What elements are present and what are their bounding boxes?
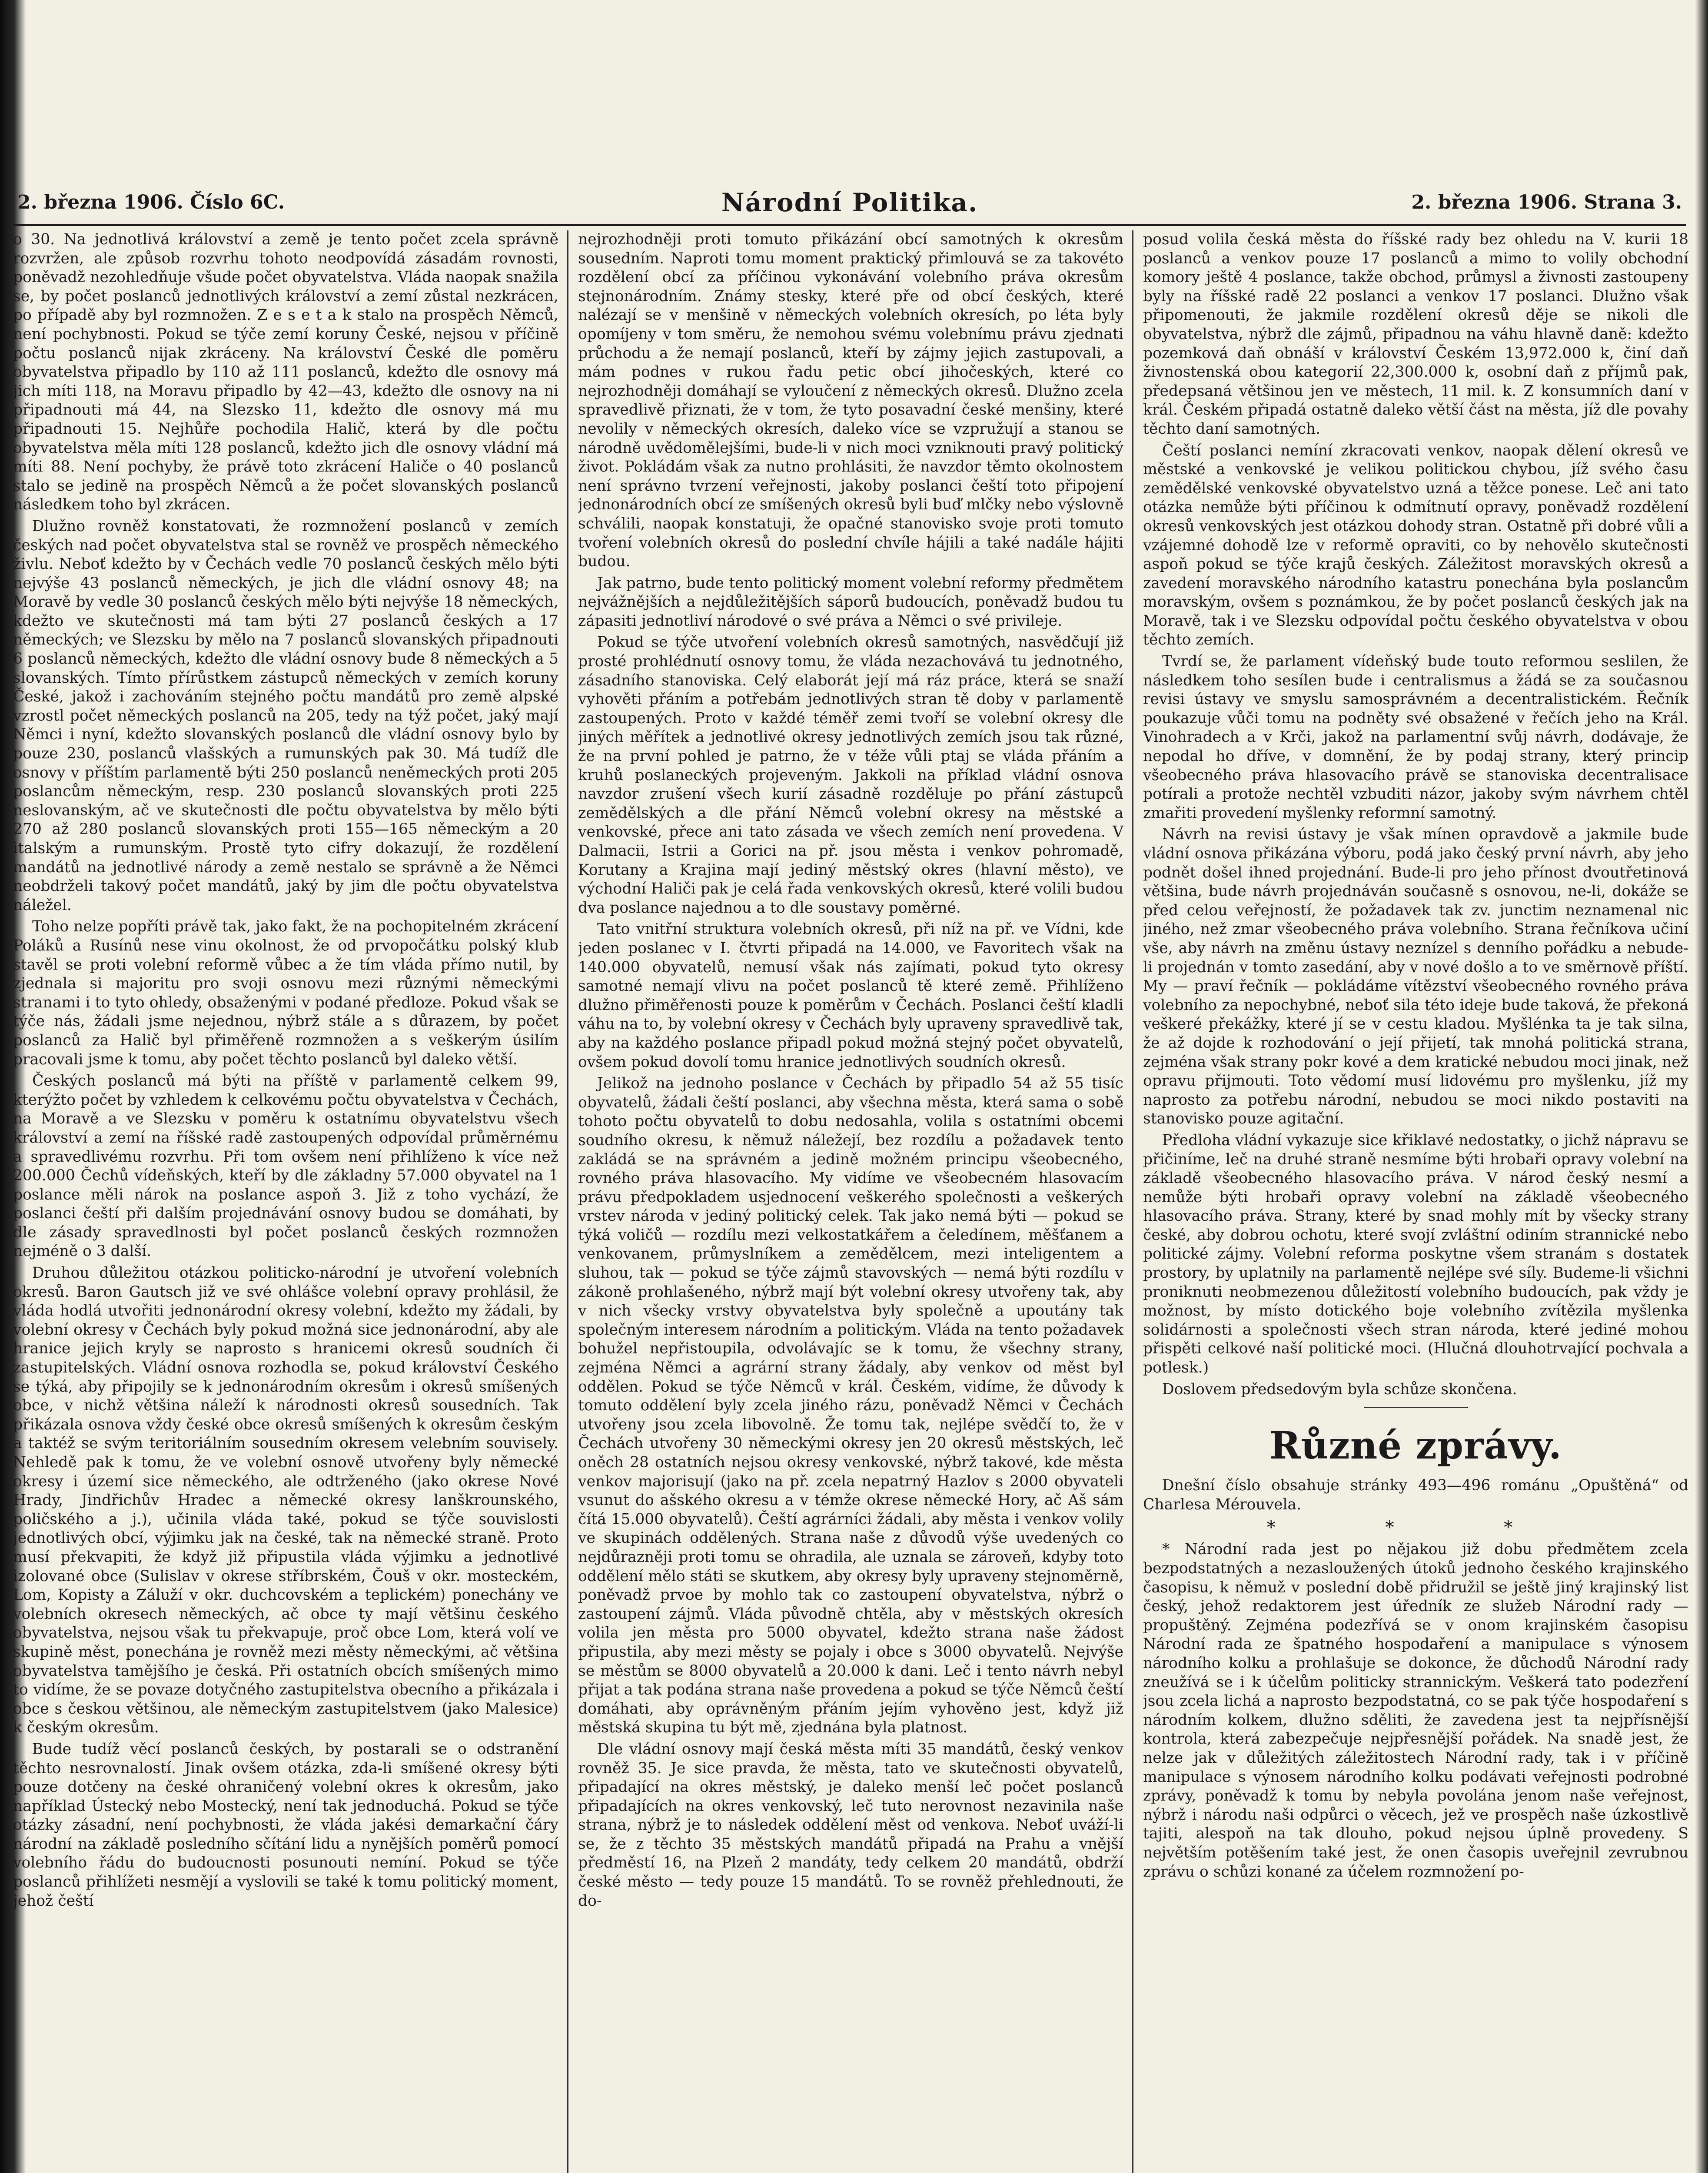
paragraph: Toho nelze popříti právě tak, jako fakt, že na pochopitelném zkrácení Poláků a Rusínů nese vinu okolnost, že od prvopočátku polský klub stavěl se proti volební reformě vůbec a že tím vláda přímo nutil, by zjednala si majoritu pro svoji osnovu mezi různými německými stranami i to tyto ohledy, obsaženými v podané předloze. Pokud však se týče nás, žádali jsme nejednou, nýbrž stále a s důrazem, by počet poslanců za Halič byl přiměřeně rozmnožen a s veškerým úsilím pracovali jsme k tomu, aby počet těchto poslanců byl daleko větší. (13, 918, 558, 1068)
section-separator (1364, 1407, 1468, 1408)
paragraph: Bude tudíž věcí poslanců českých, by postarali se o odstranění těchto nesrovnalostí. Jinak ovšem otázka, zda-li smíšené okresy býti pouze dotčeny na české ohraničený volební okres k okresům, jako například Ústecký nebo Mostecký, není tak jednoduchá. Pokud se týče otázky zásadní, není pochybnosti, že vláda jakési demarkační čáry národní na základě posledního sčítání lidu a nynějších poměrů pomocí volebního řádu do budoucnosti posunouti nemíní. Pokud se týče poslanců přihlížeti nesmějí a vyslovili se také k tomu politický moment, jehož čeští (13, 1740, 558, 1910)
stars-divider: * * * (1266, 1518, 1565, 1538)
paragraph: Jelikož na jednoho poslance v Čechách by připadlo 54 až 55 tisíc obyvatelů, žádali čeští poslanci, aby všechna města, která sama o sobě tohoto počtu obyvatelů to dobu nedosahla, volila s ostatními obcemi soudního okresu, k němuž náležejí, bez rozdílu a požadavek tento zakládá se na správném a jedině možném principu všeobecného, rovného práva hlasovacího. My vidíme ve všeobecném hlasovacím právu předpokladem usjednocení veškerého společnosti a veškerých vrstev národa v jediný politický celek. Tak jako nemá býti — pokud se týká voličů — rozdílu mezi velkostatkářem a čeledínem, měšťanem a venkovanem, průmyslníkem a zemědělcem, mezi inteligentem a sluhou, tak — pokud se týče zájmů stavovských — nemá býti rozdílu v zákoně prohlašeného, nýbrž mají být volební okresy utvořeny tak, aby v nich všecky vrstvy obyvatelstva byly společně a upoutány tak společným interesem národním a politickým. Vláda na tento požadavek bohužel nepřistoupila, odvolávajíc se k tomu, že všechny strany, zejména Němci a agrární strany žádaly, aby venkov od měst byl oddělen. Pokud se týče Němců v král. Českém, vidíme, že důvody k tomuto oddělení byly zcela jiného rázu, poněvadž Němci v Čechách utvořeny jsou zcela libovolně. Že tomu tak, nejlépe svědčí to, že v Čechách utvořeny 30 německými okresy jen 20 okresů městských, leč oněch 28 ostatních nejsou okresy venkovské, nýbrž takové, kde města venkov majorisují (jako na př. zcela nepatrný Hazlov s 2000 obyvateli vsunut do ašského okresu a v témže okrese německé Hory, ač Aš sám čítá 15.000 obyvatelů). Čeští agrárníci žádali, aby města i venkov volily ve skupinách oddělených. Strana naše z důvodů výše uvedených co nejdůrazněji proti tomu se ohradila, ale uznala se zároveň, kdyby toto oddělení mělo státi se skutkem, aby okresy byly upraveny stejnoměrně, poněvadž prvoe by mohlo tak co zastoupení obyvatelstva, nýbrž o zastoupení zájmů. Vláda původně chtěla, aby v městských okresích volila jen města pro 5000 obyvatel, kdežto strana naše žádost připustila, aby mezi městy se pojaly i obce s 3000 obyvatelů. Nejvýše se městům se 8000 obyvatelů a 20.000 k dani. Leč i tento návrh nebyl přijat a tak podána strana naše provedena a pokud se týče Němců čeští domáhati, aby oprávněným přáním jejím vyhověno jest, když již městská skupina tu být mě, zjednána byla platnost. (578, 1075, 1123, 1737)
paragraph: Návrh na revisi ústavy je však mínen opravdově a jakmile bude vládní osnova přikázána výboru, podá jako český první návrh, aby jeho podnět došel ihned projednání. Bude-li pro jeho přínost dvoutřetinová většina, bude návrh projednáván současně s osnovou, ne-li, dokáže se před celou veřejností, že požadavek tak zv. junctim neznamenal nic jiného, než zmar všeobecného práva volebního. Strana řečníkova učiní vše, aby návrh na změnu ústavy neznízel s denního pořádku a nebude-li projednán v tomto zasedání, aby v nové došlo a to ve směrnově příští. My — praví řečník — pokládáme vítězství všeobecného rovného práva volebního za nepochybné, neboť sila této ideje bude taková, že překoná veškeré překážky, které jí se v cestu kladou. Myšlénka ta je tak silna, že až dojde k rozhodování o její přijetí, tak mnohá politická strana, zejména však strany pokr kové a dem kratické nebudou moci jinak, než opravu přijmouti. Toto vědomí musí lidovému pro myšlenku, jíž my naprosto za potřebu národní, nebudou se moci nikdo postaviti na stanovisko pouze agitační. (1143, 826, 1688, 1128)
news-item: * Národní rada jest po nějakou již dobu předmětem zcela bezpodstatných a nezasloužených útoků jednoho českého krajinského časopisu, k němuž v poslední době přidružil se ještě jiný krajinský list český, jehož redaktorem jest úředník ze služeb Národní rady — propuštěný. Zejména podezřívá se v onom krajinském časopisu Národní rada ze špatného hospodaření a manipulace s výnosem národního kolku a prohlašuje se dokonce, že důchodů Národní rady zneužívá se i k účelům politicky strannickým. Veškerá tato podezření jsou zcela lichá a naprosto bezpodstatná, co se pak týče hospodaření s národním kolkem, dlužno sděliti, že zavedena jest ta nejpřísnější kontrola, která zabezpečuje nejpřesnější pořádek. Na snadě jest, že nelze jak v důležitých záležitostech Národní rady, tak i v příčině manipulace s výnosem národního kolku podávati veřejnosti podrobné zprávy, poněvadž k tomu by nebyla povolána jenom naše veřejnost, nýbrž i národu naši odpůrci o věcech, jež ve prospěch naše úzkostlivě tajiti, alespoň na tak dlouho, pokud nejsou úplně provedeny. S největším potěšením také jest, že onen časopis uveřejnil zevrubnou zprávu o schůzi konané za účelem rozmnožení po- (1143, 1541, 1688, 1881)
paragraph: Tvrdí se, že parlament vídeňský bude touto reformou seslilen, že následkem toho sesílen bude i centralismus a žádá se za současnou revisi ústavy ve smyslu samosprávném a decentralistickém. Řečník poukazuje vůči tomu na podněty své obsažené v řečích jeho na Král. Vinohradech a v Krči, jakož na parlamentní svůj návrh, dodávaje, že nepodal ho dříve, v domnění, že by podaj strany, který princip všeobecného práva hlasovacího právě se stanoviska decentralisace potírali a protože nechtěl vzbuditi názor, jakoby svým návrhem chtěl zmařiti provedení myšlenky reformní samotný. (1143, 653, 1688, 822)
paragraph: Čeští poslanci nemíní zkracovati venkov, naopak dělení okresů ve městské a venkovské je velikou politickou chybou, jíž svého času zemědělské venkovské obyvatelstvo uzná a těžce ponese. Leč ani tato otázka nemůže býti příčinou k odmítnutí opravy, poněvadž rozdělení okresů venkovských jest otázkou dohody stran. Ostatně při dobré vůli a vzájemné dohodě lze v reformě opraviti, co by nehovělo skutečnosti aspoň pokud se týče krajů českých. Záležitost moravských okresů a zavedení moravského národního katastru ponechána byla poslancům moravským, ovšem s poznámkou, že by počet poslanců českých jak na Moravě, tak i ve Slezsku odpovídal počtu českého obyvatelstva v obou těchto zemích. (1143, 442, 1688, 649)
paragraph: Dle vládní osnovy mají česká města míti 35 mandátů, český venkov rovněž 35. Je sice pravda, že města, tato ve skutečnosti obyvatelů, připadající na okres městský, je daleko menší leč počet poslanců připadajících na okres venkovský, leč tuto nerovnost nezavinila naše strana, nýbrž je to následek oddělení měst od venkova. Neboť uváží-li se, že z těchto 35 městských mandátů připadá na Prahu a vnější předměstí 16, na Plzeň 2 mandáty, tedy celkem 20 mandátů, obdrží české město — tedy pouze 15 mandátů. To se rovněž přehlednouti, že do- (578, 1740, 1123, 1910)
paragraph: Předloha vládní vykazuje sice křiklavé nedostatky, o jichž nápravu se přičiníme, leč na druhé straně nesmíme býti hrobaři opravy volební na základě všeobecného hlasovacího práva. V národ český nesmí a nemůže býti hrobaři opravy volební na základě všeobecného hlasovacího práva. Strany, které by snad mohly mít by všecky strany české, aby dobrou ochotu, které svojí zvláštní odiním strannické nebo politické zájmy. Volební reforma poskytne všem stranám s dostatek prostory, by uplatnily na parlamentě nejlépe své síly. Budeme-li všichni proniknuti neobmezenou důležitostí volebního budoucích, pak vždy je možnost, by místo dotického boje volebního zvítězila myšlenka solidárnosti a společnosti všech stran národa, které jediné mohou přispěti celkové naší politické moci. (Hlučná dlouhotrvající pochvala a potlesk.) (1143, 1131, 1688, 1377)
page-number-right: 2. března 1906. Strana 3. (1411, 191, 1682, 213)
column-2 (578, 230, 1123, 2173)
paragraph: Druhou důležitou otázkou politicko-národní je utvoření volebních okresů. Baron Gautsch již ve své ohlášce volební opravy prohlásil, že vláda hodlá utvořiti jednonárodní okresy volební, kdežto my žádali, by volební okresy v Čechách byly pokud možná sice jednonárodní, aby ale hranice jejich kryly se naprosto s hranicemi okresů soudních či zastupitelských. Vládní osnova rozhodla se, pokud království Českého se týká, aby připojily se k jednonárodním okresům i okresů smíšených obce, v nichž většina náleží k národnosti okresů sousedních. Tak přikázala osnova vždy české obce okresů smíšených k okresům českým a taktéž se svým teritoriálním sousedním okresem velebním souvisely. Nehledě pak k tomu, že ve volební osnově utvořeny byly německé okresy i území sice německého, ale odtrženého (jako okrese Nové Hrady, Jindřichův Hradec a německé okresy lanškrounského, poličského a j.), učinila vláda také, pokud se týče souvislosti jednotlivých obcí, výjimku jak na české, tak na německé straně. Proto musí překvapiti, že když již připustila vláda výjimku a jednotlivé izolované obce (Sulislav v okrese stříbrském, Čouš v okr. mosteckém, Lom, Kopisty a Záluží v okr. duchcovském a teplickém) ponechány ve volebních okresech německých, ač obce ty mají většinu českého obyvatelstva, nejsou však tu překvapuje, proč obce Lom, která volí ve skupině měst, ponechána je rovněž mezi městy německými, ač většina obyvatelstva tamějšího je česká. Při ostatních obcích smíšených mimo to vidíme, že se povaze dotyčného zastupitelstva obecního a přikázala i obce s českou většinou, ale německým zastupitelstvem (jako Malesice) k českým okresům. (13, 1264, 558, 1737)
paragraph: o 30. Na jednotlivá království a země je tento počet zcela správně rozvržen, ale způsob rozvrhu tohoto neodpovídá zásadám rovnosti, poněvadž nezohledňuje všude počet obyvatelstva. Vláda naopak snažila se, by počet poslanců jednotlivých království a zemí zůstal nezkrácen, po případě aby byl rozmnožen. Z e s e t a k stalo na prospěch Němců, není pochybnosti. Pokud se týče zemí koruny České, nejsou v příčině počtu poslanců nijak zkráceny. Na království České dle poměru obyvatelstva připadlo by 110 až 111 poslanců, kdežto dle osnovy má jich míti 118, na Moravu připadlo by 42—43, kdežto dle osnovy na ni připadnouti má 44, na Slezsko 11, kdežto dle osnovy má mu připadnouti 15. Nejhůře pochodila Halič, která by dle počtu obyvatelstva měla míti 128 poslanců, kdežto jich dle osnovy vládní má míti 88. Není pochyby, že právě toto zkrácení Haliče o 40 poslanců stalo se jedině na prospěch Němců a že počet slovanských poslanců následkem toho byl zkrácen. (13, 231, 558, 514)
paragraph: Tato vnitřní struktura volebních okresů, při níž na př. ve Vídni, kde jeden poslanec v I. čtvrti připadá na 14.000, ve Favoritech však na 140.000 obyvatelů, nemusí však nás zajímati, pokud tyto okresy samotné nemají vlivu na počet poslanců tě které země. Přihlíženo dlužno přiměřenosti pouze k poměrům v Čechách. Poslanci čeští kladli váhu na to, by volební okresy v Čechách byly upraveny spravedlivě tak, aby na každého poslance připadl pokud možná stejný počet obyvatelů, ovšem pokud dovolí tomu hranice jednotlivých soudních okresů. (578, 920, 1123, 1071)
paragraph: Českých poslanců má býti na příště v parlamentě celkem 99, kterýžto počet by vzhledem k celkovému počtu obyvatelstva v Čechách, na Moravě a ve Slezsku v poměru k ostatnímu obyvatelstvu všech království a zemí na říšské radě zastoupených odpovídal průměrnému a spravedlivému rozvrhu. Při tom ovšem není přihlíženo k více než 200.000 Čechů vídeňských, kteří by dle základny 57.000 obyvatel na 1 poslance měli nárok na poslance aspoň 3. Již z toho vychází, že poslanci čeští při dalším projednávání osnovy budou se domáhati, by dle zásady spravedlnosti byl počet poslanců českých rozmnožen nejméně o 3 další. (13, 1072, 558, 1260)
masthead-title: Národní Politika. (721, 188, 978, 217)
scan-edge-right (1695, 0, 1708, 2173)
paragraph: nejrozhodněji proti tomuto přikázání obcí samotných k okresům sousedním. Naproti tomu moment praktický přimlouvá se za takovéto rozdělení obcí za příčinou vykonávání volebního práva okresům stejnonárodním. Známy stesky, které pře od obcí českých, které nalézají se v menšině v německých volebních okresích, po léta byly opomíjeny v tom směru, že nemohou svému volebnímu právu zjednati průchodu a že nemají poslanců, kteří by zájmy jejich zastupovali, a mám podnes v rukou řadu petic obcí jihočeských, které co nejrozhodněji domáhají se vyloučení z německých okresů. Dlužno zcela spravedlivě přiznati, že v tom, že tyto posavadní české menšiny, které nevolily v německých okresích, daleko více se vzpružují a stanou se národně uvědomělejšími, bude-li v nich moci vzniknouti pravý politický život. Pokládám však za nutno prohlásiti, že navzdor těmto okolnostem není správno tvrzení veřejnosti, jakoby poslanci čeští toto připojení jednonárodních obcí ze smíšených okresů byli buď mlčky nebo výslovně schválili, naopak konstatuji, že opačné stanovisko svoje proti tomuto tvoření volebních okresů do poslední chvíle hájili a také nadále hájiti budou. (578, 231, 1123, 571)
closing-paragraph: Doslovem předsedovým byla schůze skončena. (1162, 1380, 1517, 1398)
column-divider-1 (567, 230, 568, 2173)
serial-note: Dnešní číslo obsahuje stránky 493—496 románu „Opuštěná“ od Charlesa Mérouvela. (1143, 1477, 1688, 1513)
header-rule (13, 224, 1686, 226)
column-3 (1143, 230, 1688, 2173)
paragraph: posud volila česká města do říšské rady bez ohledu na V. kurii 18 poslanců a venkov pouze 17 poslanců a mimo to volily obchodní komory ještě 4 poslance, takže obchod, průmysl a živnosti zastoupeny byly na říšské radě 22 poslanci a venkov 17 poslanci. Dlužno však připomenouti, že jakmile rozdělení okresů děje se nikoli dle obyvatelstva, nýbrž dle zájmů, připadnou na váhu hlavně daně: kdežto pozemková daň obnáší v království Českém 13,972.000 k, činí daň živnostenská obou kategorií 22,300.000 k, osobní daň z příjmů pak, předepsaná většinou jen ve městech, 11 mil. k. Z konsumních daní v král. Českém připadá ostatně daleko větší část na města, jíž dle povahy těchto daní samotných. (1143, 231, 1688, 438)
column-divider-2 (1132, 230, 1133, 2173)
paragraph: Jak patrno, bude tento politický moment volební reformy předmětem nejvážnějších a nejdůležitějších sáporů budoucích, poněvadž budou tu zápasiti jednotliví národové o své práva a Němci o své privileje. (578, 574, 1123, 630)
paragraph: Pokud se týče utvoření volebních okresů samotných, nasvědčují již prosté prohlédnutí osnovy tomu, že vláda nezachovává tu jednotného, zásadního stanoviska. Celý elaborát její má ráz práce, která se snaží vyhověti přáním a potřebám jednotlivých stran tě doby v parlamentě zastoupených. Proto v každé téměř zemi tvoří se volební okresy dle jiných měřítek a jednotlivé okresy jednotlivých zemích jsou tak různé, že na první pohled je patrno, že v téže vůli ptaj se vláda přáním a kruhů poslaneckých projeveným. Jakkoli na příklad vládní osnova navzdor zrušení všech kurií zásadně rozděluje po přání zástupců zemědělských a dle přání Němců volební okresy na městské a venkovské, přece ani tato zásada ve všech zemích není provedena. V Dalmacii, Istrii a Gorici na př. jsou města i venkov pohromadě, Korutany a Krajina mají jediný městský okres (hlavní město), ve východní Haliči pak je celá řada venkovských okresů, které volili budou dva poslance najednou a to dle soustavy poměrné. (578, 634, 1123, 917)
section-heading: Různé zprávy. (1269, 1424, 1562, 1468)
column-1 (13, 230, 558, 2173)
page-header (17, 188, 1682, 222)
issue-date-left: 2. března 1906. Číslo 6C. (17, 191, 285, 213)
paragraph: Dlužno rovněž konstatovati, že rozmnožení poslanců v zemích českých nad počet obyvatelstva stal se rovněž ve prospěch německého živlu. Neboť kdežto by v Čechách vedle 70 poslanců českých mělo býti nejvýše 43 poslanců německých, je jich dle vládní osnovy 48; na Moravě by vedle 30 poslanců českých mělo býti nejvýše 18 německých, kdežto ve skutečnosti má tam býti 27 poslanců českých a 17 německých; ve Slezsku by mělo na 7 poslanců slovanských připadnouti 6 poslanců německých, kdežto dle vládní osnovy bude 8 německých a 5 slovanských. Tímto přírůstkem zástupců německých v zemích koruny České, jakož i zachováním stejného počtu mandátů pro země alpské vzrostl počet německých poslanců na 205, tedy na týž počet, jaký mají Němci i nyní, kdežto slovanských poslanců dle vládní osnovy bylo by pouze 230, poslanců vlašských a rumunských pak 30. Má tudíž dle osnovy v příštím parlamentě býti 250 poslanců neněmeckých proti 205 poslancům německým, resp. 230 poslanců slovanských proti 225 neslovanským, ač ve skutečnosti dle počtu obyvatelstva by mělo býti 270 až 280 poslanců slovanských proti 155—165 německým a 20 italským a rumunským. Prostě tyto cifry dokazují, že rozdělení mandátů na jednotlivé národy a země nestalo se správně a že Němci neobdrželi takový počet mandátů, jaký by jim dle počtu obyvatelstva náležel. (13, 517, 558, 914)
